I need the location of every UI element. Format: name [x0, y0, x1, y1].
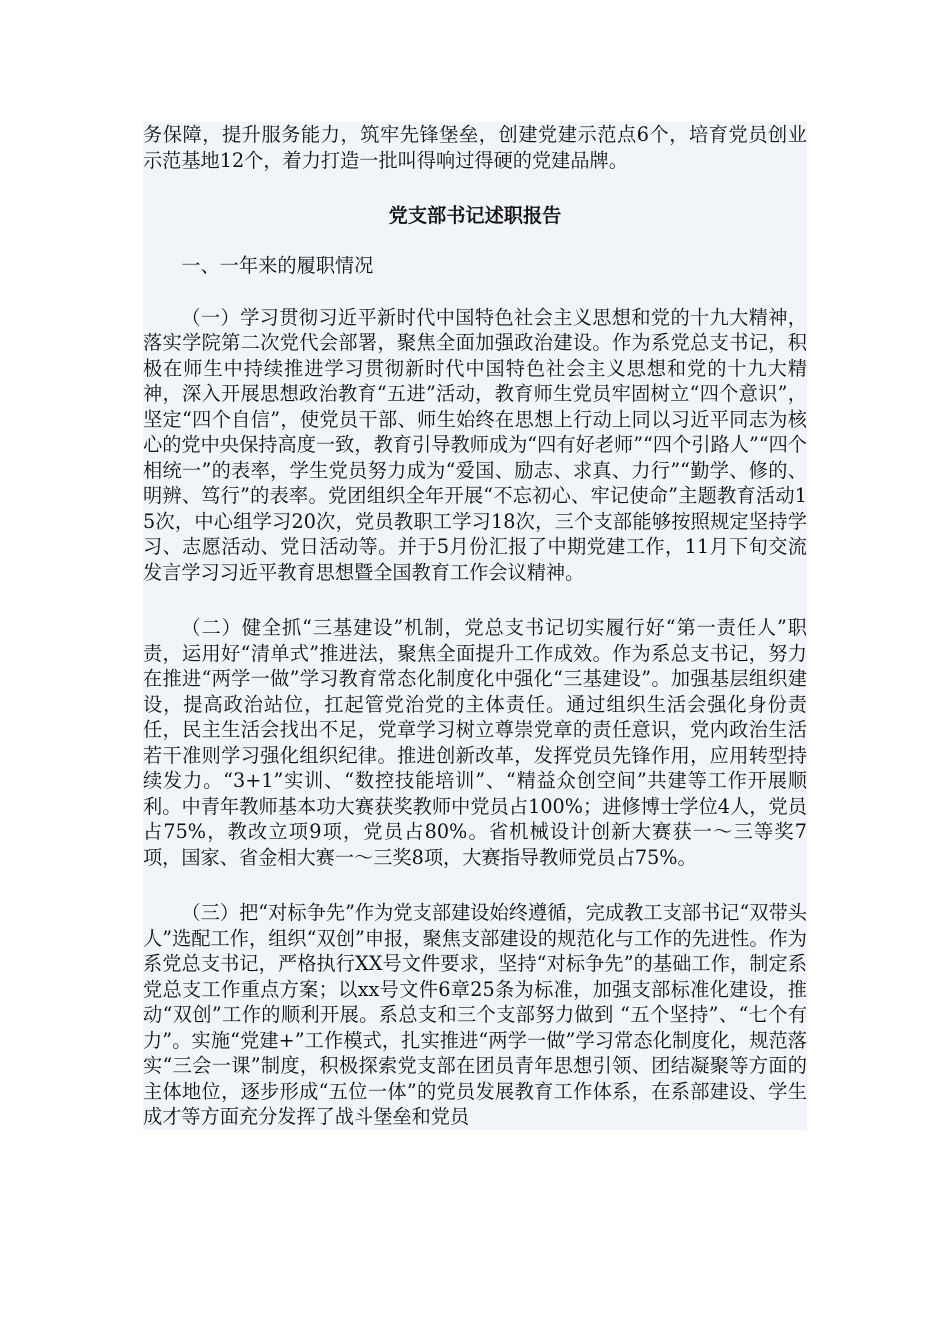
paragraph-3: （三）把“对标争先”作为党支部建设始终遵循，完成教工支部书记“双带头人”选配工作，组织“双创”申报，聚焦支部建设的规范化与工作的先进性。作为系党总支书记，严格执行XX号文件要求，坚持“对标争先”的基础工作，制定系党总支工作重点方案；以xx号文件6章25条为标准，加强支部标准化建设，推动“双创”工作的顺利开展。系总支和三个支部努力做到 “五个坚持”、“七个有力”。实施“党建+”工作模式，扎实推进“两学一做”学习常态化制度化，规范落实“三会一课”制度，积极探索党支部在团员青年思想引领、团结凝聚等方面的主体地位，逐步形成“五位一体”的党员发展教育工作体系，在系部建设、学生成才等方面充分发挥了战斗堡垒和党员: [143, 901, 807, 1128]
intro-paragraph: 务保障，提升服务能力，筑牢先锋堡垒，创建党建示范点6个，培育党员创业示范基地12个，着力打造一批叫得响过得硬的党建品牌。: [143, 123, 807, 172]
document-title: 党支部书记述职报告: [388, 204, 562, 227]
section-heading: 一、一年来的履职情况: [181, 254, 374, 277]
document-body: [143, 122, 807, 1130]
paragraph-2: （二）健全抓“三基建设”机制，党总支书记切实履行好“第一责任人”职责，运用好“清单式”推进法，聚焦全面提升工作成效。作为系总支书记，努力在推进“两学一做”学习教育常态化制度化中强化“三基建设”。加强基层组织建设，提高政治站位，扛起管党治党的主体责任。通过组织生活会强化身份责任，民主生活会找出不足，党章学习树立尊崇党章的责任意识，党内政治生活若干准则学习强化组织纪律。推进创新改革，发挥党员先锋作用，应用转型持续发力。“3+1”实训、“数控技能培训”、“精益众创空间”共建等工作开展顺利。中青年教师基本功大赛获奖教师中党员占100%；进修博士学位4人，党员占75%，教改立项9项，党员占80%。省机械设计创新大赛获一～三等奖7项，国家、省金相大赛一～三奖8项，大赛指导教师党员占75%。: [143, 616, 807, 869]
paragraph-1: （一）学习贯彻习近平新时代中国特色社会主义思想和党的十九大精神，落实学院第二次党代会部署，聚焦全面加强政治建设。作为系党总支书记，积极在师生中持续推进学习贯彻新时代中国特色社会主义思想和党的十九大精神，深入开展思想政治教育“五进”活动，教育师生党员牢固树立“四个意识”，坚定“四个自信”，使党员干部、师生始终在思想上行动上同以习近平同志为核心的党中央保持高度一致，教育引导教师成为“四有好老师”“四个引路人”“四个相统一”的表率，学生党员努力成为“爱国、励志、求真、力行”“勤学、修的、明辨、笃行”的表率。党团组织全年开展“不忘初心、牢记使命”主题教育活动15次，中心组学习20次，党员教职工学习18次，三个支部能够按照规定坚持学习、志愿活动、党日活动等。并于5月份汇报了中期党建工作，11月下旬交流发言学习习近平教育思想暨全国教育工作会议精神。: [143, 305, 807, 584]
